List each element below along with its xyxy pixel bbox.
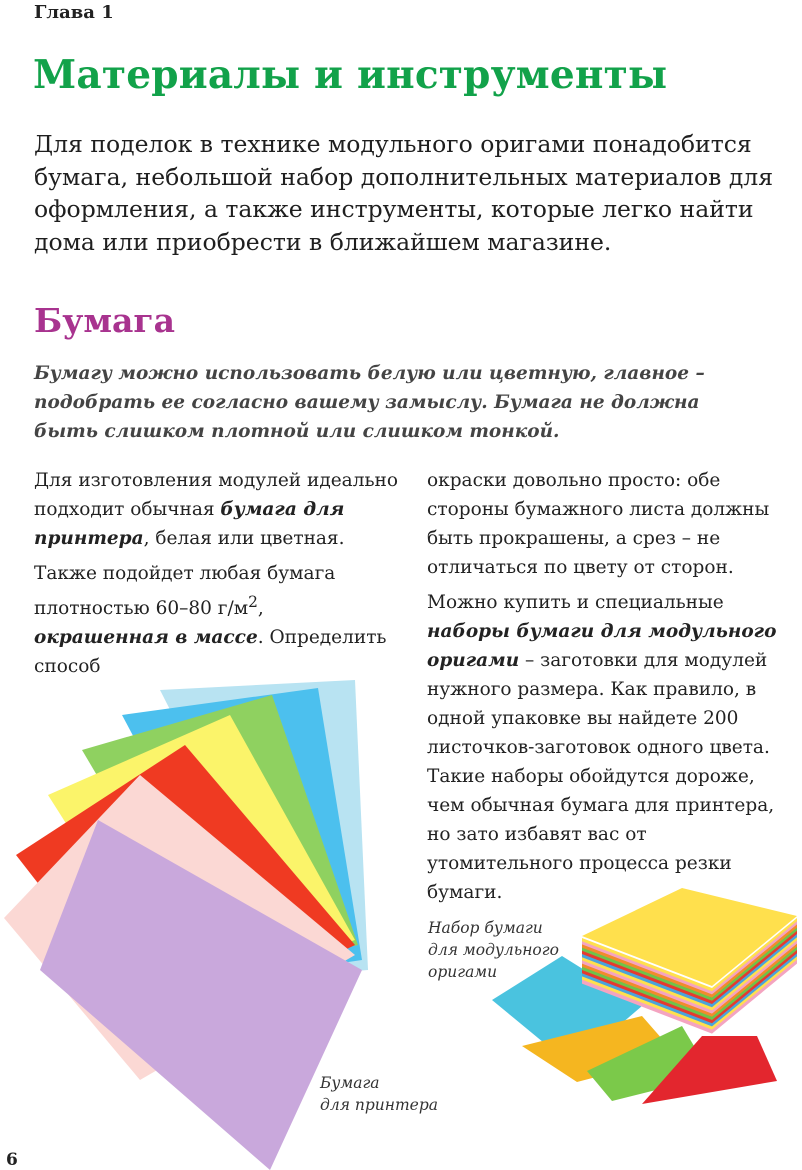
section-heading: Бумага (34, 301, 175, 340)
emphasis-mass-colored: окрашенная в массе (34, 627, 258, 649)
intro-paragraph: Для поделок в технике модульного оригами понадобится бумага, небольшой набор дополнительных материалов для оформления, а также инструменты, которые легко найти дома или приобрести в ближайшем магазине. (34, 130, 774, 256)
chapter-label: Глава 1 (34, 2, 114, 23)
page-title: Материалы и инструменты (33, 52, 668, 98)
text-column-right (427, 466, 792, 913)
emphasis-printer-paper: бумага для принтера (34, 499, 345, 549)
caption-origami-set: Набор бумаги для модульного оригами (428, 919, 559, 981)
paragraph-printer-paper: Для изготовления модулей идеально подходит обычная бумага для принтера, белая или цветная. (34, 470, 399, 549)
page-number: 6 (6, 1150, 18, 1170)
paragraph-coloring-check: окраски довольно просто: обе стороны бумажного листа должны быть прокрашены, а срез – не отличаться по цвету от сторон. (427, 470, 770, 578)
paragraph-paper-density: Также подойдет любая бумага плотностью 60–80 $г/м^2$, окрашенная в массе. Определить способ (34, 563, 387, 678)
section-lead: Бумагу можно использовать белую или цветную, главное – подобрать ее согласно вашему замыслу. Бумага не должна быть слишком плотной или слишком тонкой. (34, 363, 705, 442)
printer-paper-fan-image (0, 670, 370, 1170)
text-column-left (34, 466, 399, 687)
paragraph-origami-sets: Можно купить и специальные наборы бумаги для модульного оригами – заготовки для модулей нужного размера. Как правило, в одной упаковке вы найдете 200 листочков-заготовок одного цвета. Такие наборы обойдутся дороже, чем обычная бумага для принтера, но зато избавят вас от утомительного процесса резки бумаги. (427, 592, 777, 903)
emphasis-origami-sets: наборы бумаги для модульного оригами (427, 621, 777, 671)
caption-printer-paper: Бумага для принтера (320, 1074, 439, 1114)
